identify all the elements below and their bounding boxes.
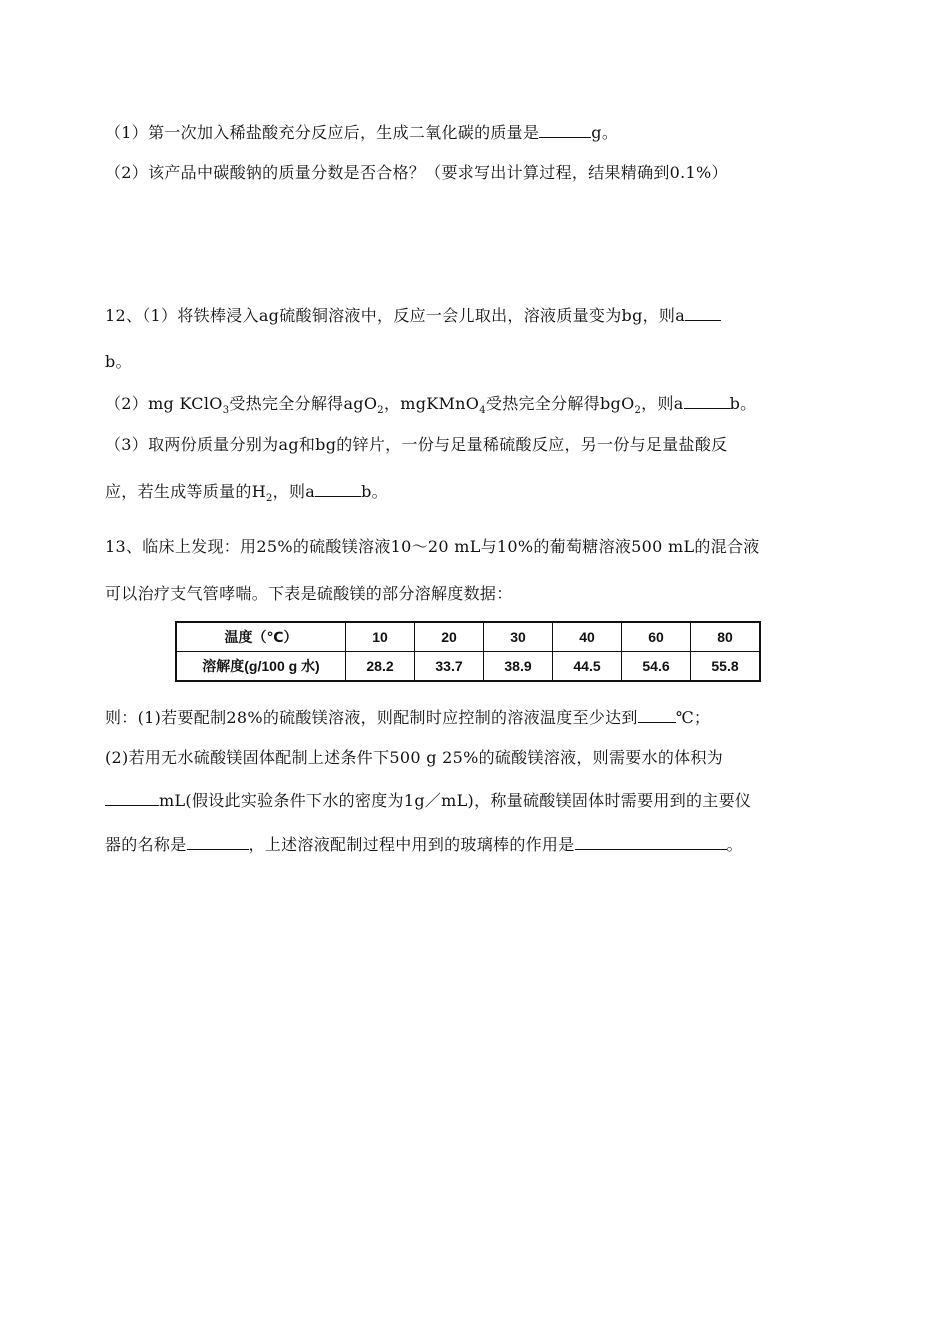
q12-part1 (105, 305, 721, 326)
q12-part2-text-a: （2）mg KClO (105, 394, 223, 413)
q12-part2-text-f: b。 (729, 394, 757, 413)
q12-part2 (105, 393, 757, 417)
q13-intro-cont: 可以治疗支气管哮喘。下表是硫酸镁的部分溶解度数据： (105, 584, 513, 603)
table-header-solubility: 溶解度(g/100 g 水) (176, 652, 346, 682)
subscript: 2 (265, 493, 273, 505)
table-cell: 44.5 (553, 652, 622, 682)
answer-blank[interactable] (315, 481, 361, 497)
table-cell: 55.8 (691, 652, 761, 682)
solubility-table (175, 621, 761, 682)
subscript: 2 (377, 405, 384, 417)
q13-part1 (105, 707, 710, 728)
q13-part1-text: 则：(1)若要配制28%的硫酸镁溶液，则配制时应控制的溶液温度至少达到 (105, 708, 638, 727)
q12-part1-text: 12、（1）将铁棒浸入ag硫酸铜溶液中，反应一会儿取出，溶液质量变为bg，则a (105, 306, 686, 325)
q13-part2: (2)若用无水硫酸镁固体配制上述条件下500 g 25%的硫酸镁溶液，则需要水的体积为 (105, 748, 724, 767)
q11-part1 (105, 122, 618, 143)
answer-blank[interactable] (105, 790, 159, 806)
answer-blank[interactable] (638, 707, 676, 723)
q11-part1-unit: g。 (591, 123, 619, 142)
subscript: 3 (222, 405, 230, 417)
q12-part1-cont: b。 (105, 352, 132, 371)
q12-part3-text-b: ，则a (272, 482, 316, 501)
q12-part2-text-e: ，则a (641, 394, 684, 413)
answer-blank[interactable] (539, 122, 591, 138)
q12-part3: （3）取两份质量分别为ag和bg的锌片，一份与足量稀硫酸反应，另一份与足量盐酸反 (105, 435, 728, 454)
q13-part2-end-text-c: 。 (726, 835, 743, 854)
table-cell: 80 (691, 622, 761, 652)
q13-intro: 13、临床上发现：用25%的硫酸镁溶液10～20 mL与10%的葡萄糖溶液500 mL的混合液 (105, 537, 760, 556)
q12-part2-text-c: ，mgKMnO (383, 394, 480, 413)
table-cell: 33.7 (415, 652, 484, 682)
table-cell: 54.6 (622, 652, 691, 682)
table-row-temperature (176, 622, 760, 652)
q12-part3-cont (105, 481, 388, 505)
table-cell: 28.2 (346, 652, 415, 682)
answer-blank[interactable] (575, 834, 727, 850)
table-cell: 30 (484, 622, 553, 652)
q13-part2-end (105, 834, 743, 855)
q13-part2-end-text-b: ，上述溶液配制过程中用到的玻璃棒的作用是 (248, 835, 575, 854)
table-header-temperature: 温度（℃） (176, 622, 346, 652)
answer-blank[interactable] (684, 393, 730, 409)
table-cell: 20 (415, 622, 484, 652)
q13-part1-unit: ℃； (675, 708, 711, 727)
q12-part3-text-a: 应，若生成等质量的H (105, 482, 266, 501)
table-cell: 38.9 (484, 652, 553, 682)
q12-part3-text-c: b。 (361, 482, 388, 501)
table-cell: 10 (346, 622, 415, 652)
answer-blank[interactable] (685, 305, 721, 321)
q12-part2-text-d: 受热完全分解得bgO (485, 394, 635, 413)
q13-part2-cont (105, 790, 751, 811)
q13-part2-text: mL(假设此实验条件下水的密度为1g／mL)，称量硫酸镁固体时需要用到的主要仪 (159, 791, 752, 810)
q13-part2-end-text-a: 器的名称是 (105, 835, 187, 854)
table-cell: 60 (622, 622, 691, 652)
table-cell: 40 (553, 622, 622, 652)
q11-part2: （2）该产品中碳酸钠的质量分数是否合格？（要求写出计算过程，结果精确到0.1%） (105, 163, 728, 182)
table-row-solubility (176, 652, 760, 682)
subscript: 4 (479, 405, 486, 417)
answer-blank[interactable] (187, 834, 249, 850)
q12-part2-text-b: 受热完全分解得agO (229, 394, 378, 413)
subscript: 2 (634, 405, 642, 417)
q11-part1-text: （1）第一次加入稀盐酸充分反应后，生成二氧化碳的质量是 (105, 123, 540, 142)
